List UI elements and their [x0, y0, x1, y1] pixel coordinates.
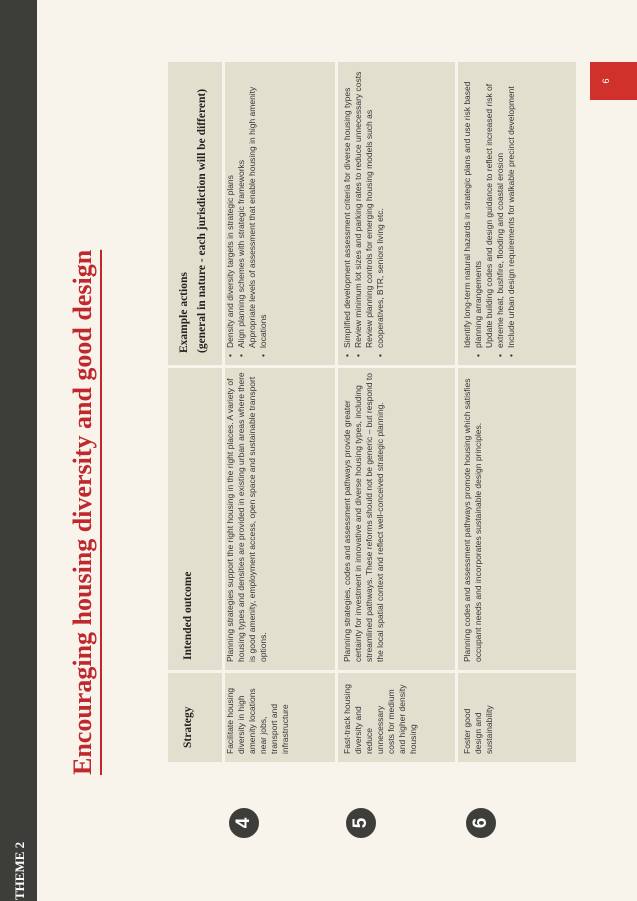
action-item: • Identify long-term natural hazards in strategic plans and use risk based planning arrangements [462, 67, 484, 357]
header-strategy-cell [168, 672, 222, 762]
strategy-cell [458, 672, 576, 762]
strategy-number-badge [344, 806, 378, 840]
row-divider [168, 670, 576, 673]
strategy-text: Facilitate housing diversity in high amenity locations near jobs, transport and infrastructure [225, 687, 290, 754]
actions-list [462, 67, 566, 357]
action-item: • Appropriate levels of assessment that enable housing in high amenity locations [247, 67, 269, 357]
strategy-cell [338, 672, 455, 762]
strategy-text: Fast-track housing diversity and reduce unnecessary costs for medium and higher density housing [342, 684, 418, 754]
header-actions-line2: (general in nature - each jurisdiction will be different) [196, 88, 208, 353]
table-row [225, 62, 335, 762]
strategy-number: 4 [233, 817, 254, 829]
action-item: • Update building codes and design guidance to reflect increased risk of extreme heat, bushfire, flooding and coastal erosion [484, 67, 506, 357]
header-outcome-cell [168, 367, 222, 670]
action-item: • Align planning schemes with strategic frameworks [236, 67, 247, 357]
column-divider [455, 62, 458, 762]
header-strategy: Strategy [182, 706, 194, 748]
table-row [458, 62, 576, 762]
table-row [338, 62, 455, 762]
actions-cell [458, 62, 576, 365]
row-divider [168, 365, 576, 368]
action-item: • Review minimum lot sizes and parking rates to reduce unnecessary costs [353, 67, 364, 357]
strategy-table [168, 62, 576, 762]
actions-cell [225, 62, 335, 365]
table-header-row [168, 62, 222, 762]
action-item: • Review planning controls for emerging housing models such as cooperatives, BTR, seniors living etc. [364, 67, 386, 357]
actions-list [342, 67, 442, 357]
strategy-number-badge [464, 806, 498, 840]
column-divider [335, 62, 338, 762]
strategy-number: 5 [350, 817, 371, 829]
action-item: • Simplified development assessment criteria for diverse housing types [342, 67, 353, 357]
actions-cell [338, 62, 455, 365]
page-number-tab [590, 62, 637, 100]
page-title: Encouraging housing diversity and good design [68, 250, 97, 776]
strategy-number-badge [227, 806, 261, 840]
outcome-text: Planning strategies support the right housing in the right places. A variety of housing types and densities are provided in existing urban areas where there is good amenity, employment access, open space and sustainable transport options. [225, 372, 268, 662]
header-actions-cell [168, 62, 222, 365]
outcome-text: Planning codes and assessment pathways promote housing which satisfies occupant needs and incorporates sustainable design principles. [462, 378, 483, 662]
strategy-text: Foster good design and sustainability [462, 705, 494, 754]
strategy-cell [225, 672, 335, 762]
outcome-cell [338, 367, 455, 670]
strategy-number: 6 [470, 817, 491, 829]
column-divider [222, 62, 225, 762]
theme-label: THEME 2 [12, 841, 27, 900]
theme-sidebar [0, 0, 37, 901]
action-item: • Density and diversity targets in strategic plans [225, 67, 236, 357]
outcome-cell [225, 367, 335, 670]
header-actions-line1: Example actions [178, 272, 190, 353]
page-number: 9 [600, 78, 611, 84]
outcome-cell [458, 367, 576, 670]
outcome-text: Planning strategies, codes and assessment pathways provide greater certainty for investment in innovative and diverse housing types, including streamlined pathways. These reforms should not be generic – but respond to the local spatial context and reflect well-conceived strategic planning. [342, 372, 385, 662]
header-outcome: Intended outcome [182, 571, 194, 660]
action-item: • Include urban design requirements for walkable precinct development [506, 67, 517, 357]
actions-list [225, 67, 317, 357]
